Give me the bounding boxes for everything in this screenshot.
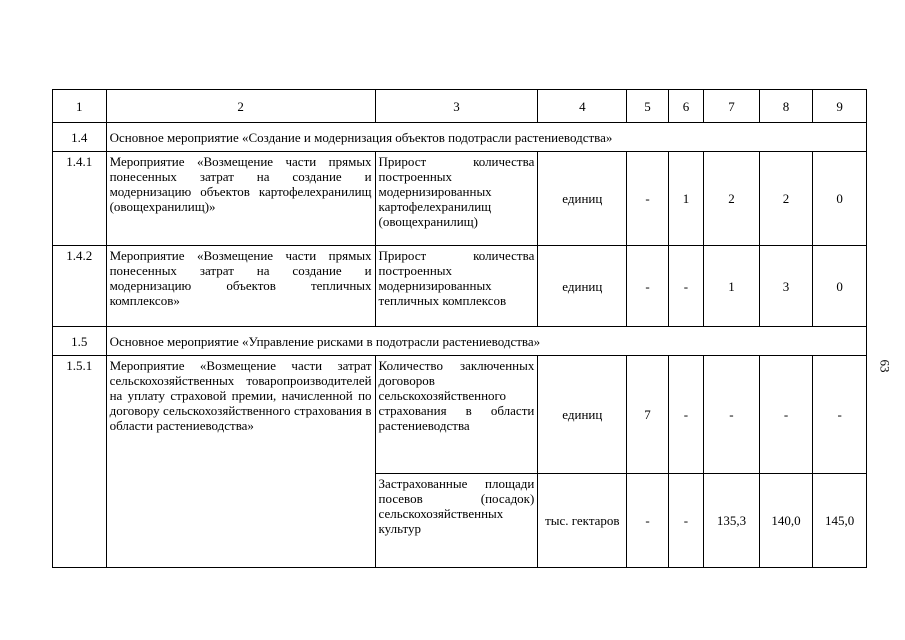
value-cell: 7 xyxy=(627,356,668,474)
value-cell: - xyxy=(759,356,813,474)
value-cell: 0 xyxy=(813,246,867,327)
header-cell: 6 xyxy=(668,90,703,123)
header-cell: 8 xyxy=(759,90,813,123)
measure-cell: Мероприятие «Возмещение части прямых понесенных затрат на создание и модернизацию объектов тепличных комплексов» xyxy=(106,246,375,327)
indicator-cell: Застрахованные площади посевов (посадок) сельскохозяйственных культур xyxy=(375,474,538,568)
measure-cell: Мероприятие «Возмещение части прямых понесенных затрат на создание и модернизацию объектов картофелехранилищ (овощехранилищ)» xyxy=(106,152,375,246)
table-row xyxy=(53,152,867,246)
value-cell: 3 xyxy=(759,246,813,327)
value-cell: - xyxy=(627,246,668,327)
value-cell: 0 xyxy=(813,152,867,246)
value-cell: 1 xyxy=(704,246,760,327)
value-cell: 140,0 xyxy=(759,474,813,568)
header-row xyxy=(53,90,867,123)
indicator-cell: Количество заключенных договоров сельскохозяйственного страхования в области растениеводства xyxy=(375,356,538,474)
table-row xyxy=(53,246,867,327)
section-row-1-5 xyxy=(53,327,867,356)
row-number: 1.5.1 xyxy=(53,356,107,568)
table-row xyxy=(53,356,867,474)
measure-cell: Мероприятие «Возмещение части затрат сельскохозяйственных товаропроизводителей на уплату страховой премии, начисленной по договору сельскохозяйственного страхования в области растениеводства» xyxy=(106,356,375,568)
indicator-cell: Прирост количества построенных модернизированных картофелехранилищ (овощехранилищ) xyxy=(375,152,538,246)
value-cell: - xyxy=(813,356,867,474)
row-number: 1.4.1 xyxy=(53,152,107,246)
unit-cell: единиц xyxy=(538,356,627,474)
header-cell: 7 xyxy=(704,90,760,123)
value-cell: 135,3 xyxy=(704,474,760,568)
page-number: 63 xyxy=(877,359,893,373)
value-cell: 2 xyxy=(704,152,760,246)
header-cell: 9 xyxy=(813,90,867,123)
section-number: 1.5 xyxy=(53,327,107,356)
section-title: Основное мероприятие «Управление рисками в подотрасли растениеводства» xyxy=(106,327,866,356)
value-cell: - xyxy=(627,152,668,246)
header-cell: 2 xyxy=(106,90,375,123)
header-cell: 5 xyxy=(627,90,668,123)
header-cell: 4 xyxy=(538,90,627,123)
indicator-cell: Прирост количества построенных модернизированных тепличных комплексов xyxy=(375,246,538,327)
unit-cell: единиц xyxy=(538,152,627,246)
value-cell: - xyxy=(668,356,703,474)
header-cell: 3 xyxy=(375,90,538,123)
row-number: 1.4.2 xyxy=(53,246,107,327)
value-cell: - xyxy=(627,474,668,568)
unit-cell: единиц xyxy=(538,246,627,327)
indicators-table xyxy=(52,89,867,568)
section-title: Основное мероприятие «Создание и модернизация объектов подотрасли растениеводства» xyxy=(106,123,866,152)
header-cell: 1 xyxy=(53,90,107,123)
unit-cell: тыс. гектаров xyxy=(538,474,627,568)
value-cell: - xyxy=(668,246,703,327)
value-cell: - xyxy=(668,474,703,568)
section-row-1-4 xyxy=(53,123,867,152)
value-cell: 145,0 xyxy=(813,474,867,568)
section-number: 1.4 xyxy=(53,123,107,152)
value-cell: - xyxy=(704,356,760,474)
value-cell: 1 xyxy=(668,152,703,246)
value-cell: 2 xyxy=(759,152,813,246)
